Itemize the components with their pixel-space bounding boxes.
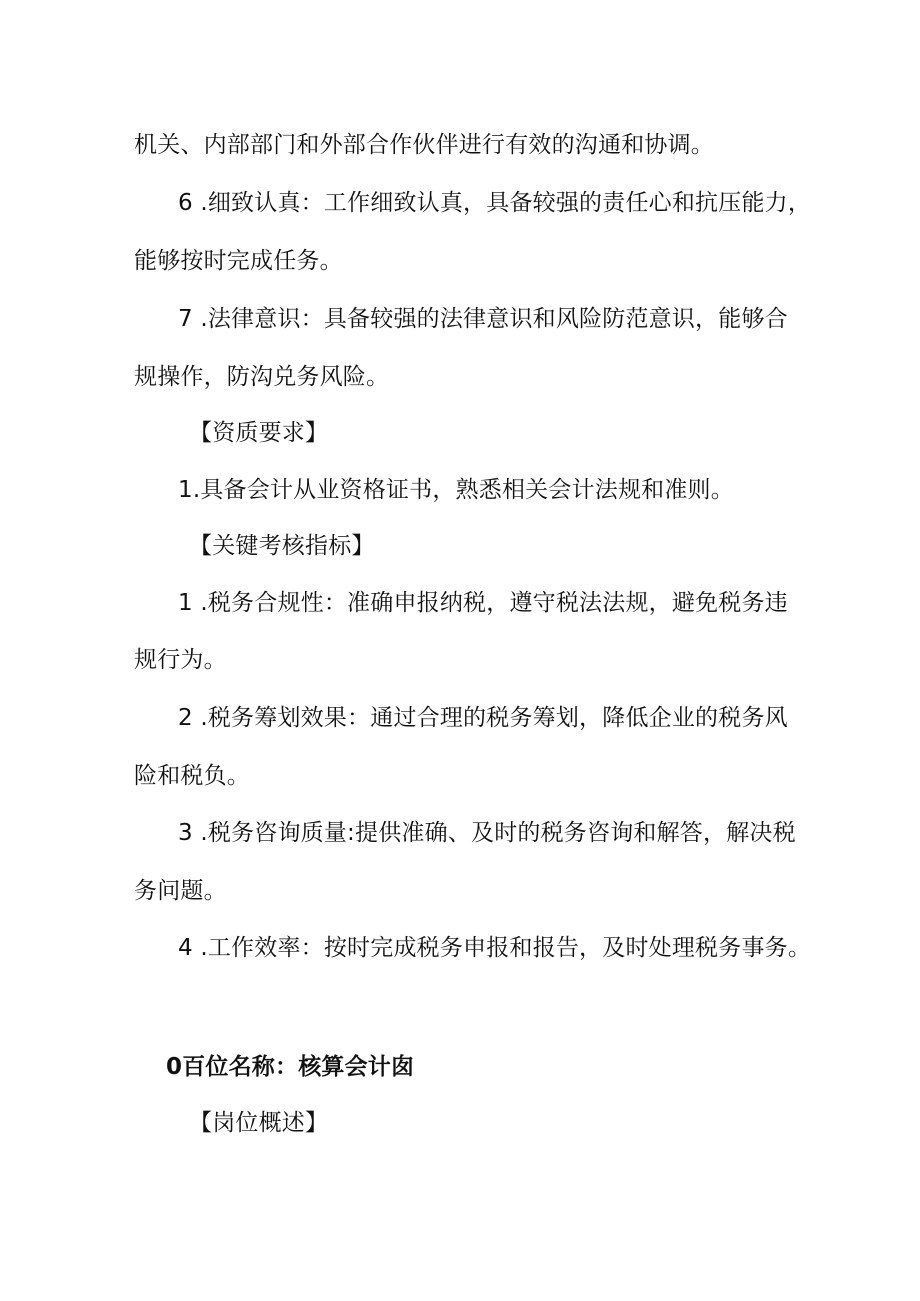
kpi-item-4: 4 .工作效率：按时完成税务申报和报告，及时处理税务事务。 xyxy=(178,935,812,961)
list-item-6: 6 .细致认真：工作细致认真，具备较强的责任心和抗压能力， xyxy=(178,190,812,216)
section-heading-overview: 【岗位概述】 xyxy=(189,1110,329,1136)
section-heading-qualifications: 【资质要求】 xyxy=(189,420,329,446)
kpi-item-1: 1 .税务合规性：准确申报纳税，遵守税法法规，避免税务违 xyxy=(178,590,788,616)
position-title: 0百位名称：核算会计囱 xyxy=(166,1054,415,1080)
paragraph-line: 规操作，防沟兑务风险。 xyxy=(134,364,390,390)
kpi-item-2: 2 .税务筹划效果：通过合理的税务筹划，降低企业的税务风 xyxy=(178,705,788,731)
paragraph-line: 规行为。 xyxy=(134,647,227,673)
paragraph-line: 能够按时完成任务。 xyxy=(134,248,343,274)
paragraph-line: 机关、内部部门和外部合作伙伴进行有效的沟通和协调。 xyxy=(134,132,714,158)
section-heading-kpi: 【关键考核指标】 xyxy=(189,533,375,559)
paragraph-line: 险和税负。 xyxy=(134,763,250,789)
kpi-item-3: 3 .税务咨询质量:提供准确、及时的税务咨询和解答，解决税 xyxy=(178,820,796,846)
list-item-7: 7 .法律意识：具备较强的法律意识和风险防范意识，能够合 xyxy=(178,306,788,332)
qualification-item-1: 1.具备会计从业资格证书，熟悉相关会计法规和准则。 xyxy=(178,477,734,503)
paragraph-line: 务问题。 xyxy=(134,878,227,904)
